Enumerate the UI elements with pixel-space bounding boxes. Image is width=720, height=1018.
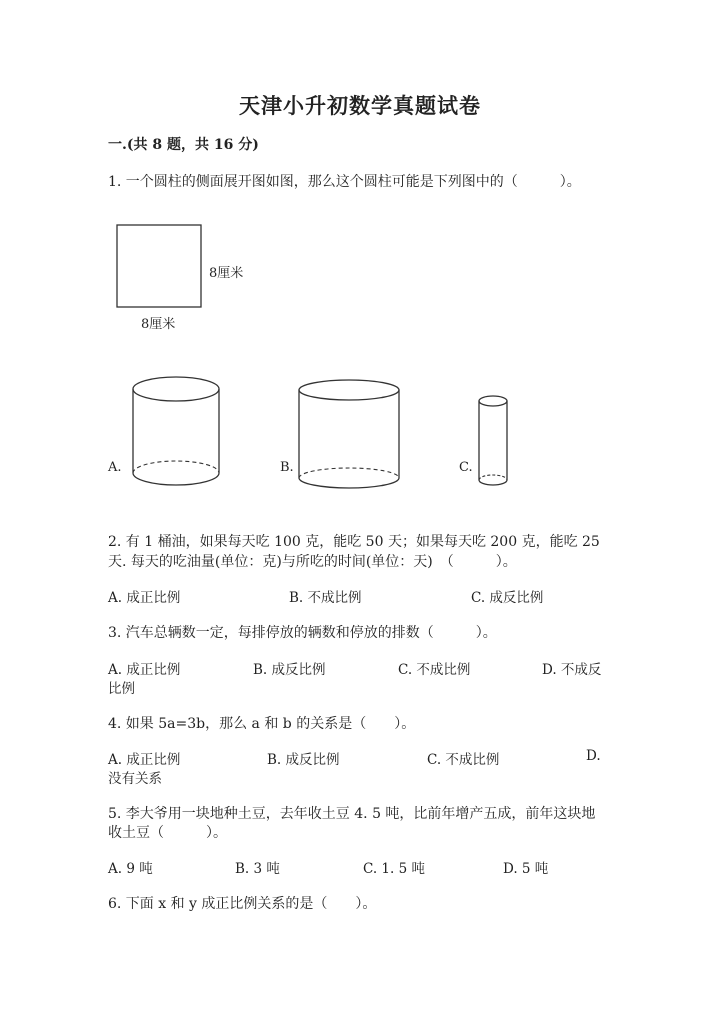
q5-option-a: A. 9 吨 — [108, 861, 153, 877]
q2-option-a: A. 成正比例 — [108, 590, 181, 606]
q3-option-d: D. 不成反 — [542, 662, 602, 678]
q4-option-d: D. — [586, 748, 601, 764]
q5-option-d: D. 5 吨 — [503, 861, 549, 877]
cylinder-c-figure — [473, 390, 513, 492]
q3-option-b: B. 成反比例 — [253, 662, 326, 678]
section-heading: 一.(共 8 题，共 16 分) — [108, 137, 259, 153]
option-c-label: C. — [459, 460, 473, 475]
unrolled-square-figure — [112, 220, 212, 315]
question-1-text: 1. 一个圆柱的侧面展开图如图，那么这个圆柱可能是下列图中的（ ）。 — [108, 174, 581, 190]
q4-option-b: B. 成反比例 — [267, 752, 340, 768]
question-5-line-2: 收土豆（ ）。 — [108, 825, 227, 841]
question-2-line-1: 2. 有 1 桶油，如果每天吃 100 克，能吃 50 天；如果每天吃 200 克，能吃 25 — [108, 534, 600, 550]
square-side-label: 8厘米 — [209, 266, 244, 281]
question-2-line-2: 天. 每天的吃油量(单位：克)与所吃的时间(单位：天) （ ）。 — [108, 554, 517, 570]
q4-option-a: A. 成正比例 — [108, 752, 181, 768]
q5-option-c: C. 1. 5 吨 — [363, 861, 425, 877]
question-5-line-1: 5. 李大爷用一块地种土豆，去年收土豆 4. 5 吨，比前年增产五成，前年这块地 — [108, 806, 596, 822]
q3-option-d-continued: 比例 — [108, 681, 135, 697]
q2-option-b: B. 不成比例 — [289, 590, 362, 606]
page-title: 天津小升初数学真题试卷 — [239, 93, 481, 118]
q4-option-c: C. 不成比例 — [427, 752, 500, 768]
q4-option-d-continued: 没有关系 — [108, 771, 162, 787]
option-a-label: A. — [108, 460, 122, 475]
q2-option-c: C. 成反比例 — [471, 590, 544, 606]
question-3-text: 3. 汽车总辆数一定，每排停放的辆数和停放的排数（ ）。 — [108, 625, 497, 641]
q3-option-a: A. 成正比例 — [108, 662, 181, 678]
q3-option-c: C. 不成比例 — [398, 662, 471, 678]
question-4-text: 4. 如果 5a=3b，那么 a 和 b 的关系是（ ）。 — [108, 716, 416, 732]
square-bottom-label: 8厘米 — [141, 317, 176, 332]
option-b-label: B. — [280, 460, 294, 475]
question-6-text: 6. 下面 x 和 y 成正比例关系的是（ ）。 — [108, 896, 377, 912]
cylinder-b-figure — [294, 375, 409, 495]
q5-option-b: B. 3 吨 — [235, 861, 280, 877]
cylinder-a-figure — [128, 372, 228, 497]
